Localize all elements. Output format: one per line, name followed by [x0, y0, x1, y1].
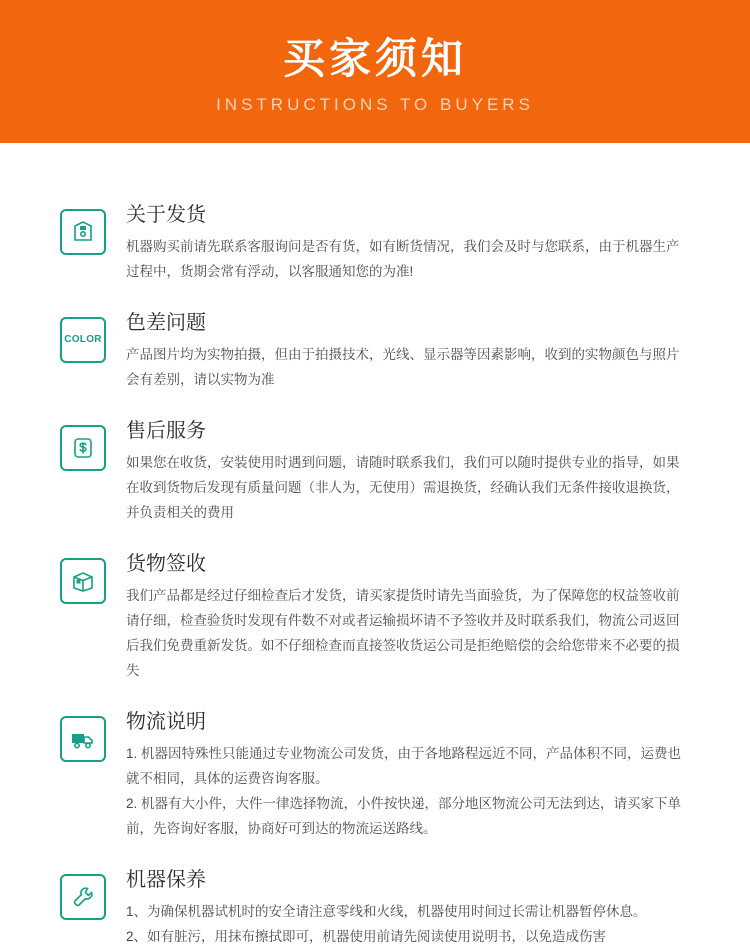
- color-swatch-icon: [60, 317, 106, 363]
- sections-list: [0, 143, 750, 949]
- page-subtitle: INSTRUCTIONS TO BUYERS: [216, 95, 534, 115]
- section-text: 如果您在收货，安装使用时遇到问题，请随时联系我们，我们可以随时提供专业的指导，如果在收到货物后发现有质量问题（非人为，无使用）需退换货，经确认我们无条件接收退换货，并负责相关的费用: [126, 451, 690, 526]
- color-swatch-label: COLOR: [64, 334, 102, 345]
- section-title: 机器保养: [126, 868, 690, 892]
- section-logistics: [60, 710, 690, 842]
- section-list: [126, 742, 690, 842]
- section-title: 关于发货: [126, 203, 690, 227]
- section-body: [126, 419, 690, 526]
- section-text: 机器购买前请先联系客服询问是否有货，如有断货情况，我们会及时与您联系，由于机器生产过程中，货期会常有浮动，以客服通知您的为准!: [126, 235, 690, 285]
- section-body: [126, 710, 690, 842]
- section-maintenance: [60, 868, 690, 949]
- dollar-badge-icon: [60, 425, 106, 471]
- section-body: [126, 868, 690, 949]
- wrench-icon: [60, 874, 106, 920]
- page-header: [0, 0, 750, 143]
- section-title: 售后服务: [126, 419, 690, 443]
- section-shipping: [60, 203, 690, 285]
- section-after-sales: [60, 419, 690, 526]
- section-goods-receipt: [60, 552, 690, 684]
- section-title: 货物签收: [126, 552, 690, 576]
- section-list: [126, 900, 690, 949]
- section-body: [126, 203, 690, 285]
- section-color-difference: [60, 311, 690, 393]
- carton-sign-icon: [60, 558, 106, 604]
- list-item: 1、为确保机器试机时的安全请注意零线和火线，机器使用时间过长需让机器暂停休息。: [126, 900, 690, 925]
- section-text: 产品图片均为实物拍摄，但由于拍摄技术，光线、显示器等因素影响，收到的实物颜色与照片会有差别，请以实物为准: [126, 343, 690, 393]
- list-item: 2、如有脏污，用抹布擦拭即可，机器使用前请先阅读使用说明书，以免造成伤害: [126, 925, 690, 949]
- section-title: 色差问题: [126, 311, 690, 335]
- delivery-truck-icon: [60, 716, 106, 762]
- section-body: [126, 311, 690, 393]
- list-item: 2. 机器有大小件，大件一律选择物流，小件按快递，部分地区物流公司无法到达，请买家下单前，先咨询好客服，协商好可到达的物流运送路线。: [126, 792, 690, 842]
- package-box-icon: [60, 209, 106, 255]
- section-title: 物流说明: [126, 710, 690, 734]
- section-text: 我们产品都是经过仔细检查后才发货，请买家提货时请先当面验货，为了保障您的权益签收前请仔细，检查验货时发现有件数不对或者运输损坏请不予签收并及时联系我们，物流公司返回后我们免费重新发货。如不仔细检查而直接签收货运公司是拒绝赔偿的会给您带来不必要的损失: [126, 584, 690, 684]
- list-item: 1. 机器因特殊性只能通过专业物流公司发货，由于各地路程远近不同，产品体积不同，运费也就不相同，具体的运费咨询客服。: [126, 742, 690, 792]
- section-body: [126, 552, 690, 684]
- page-title: 买家须知: [283, 34, 467, 84]
